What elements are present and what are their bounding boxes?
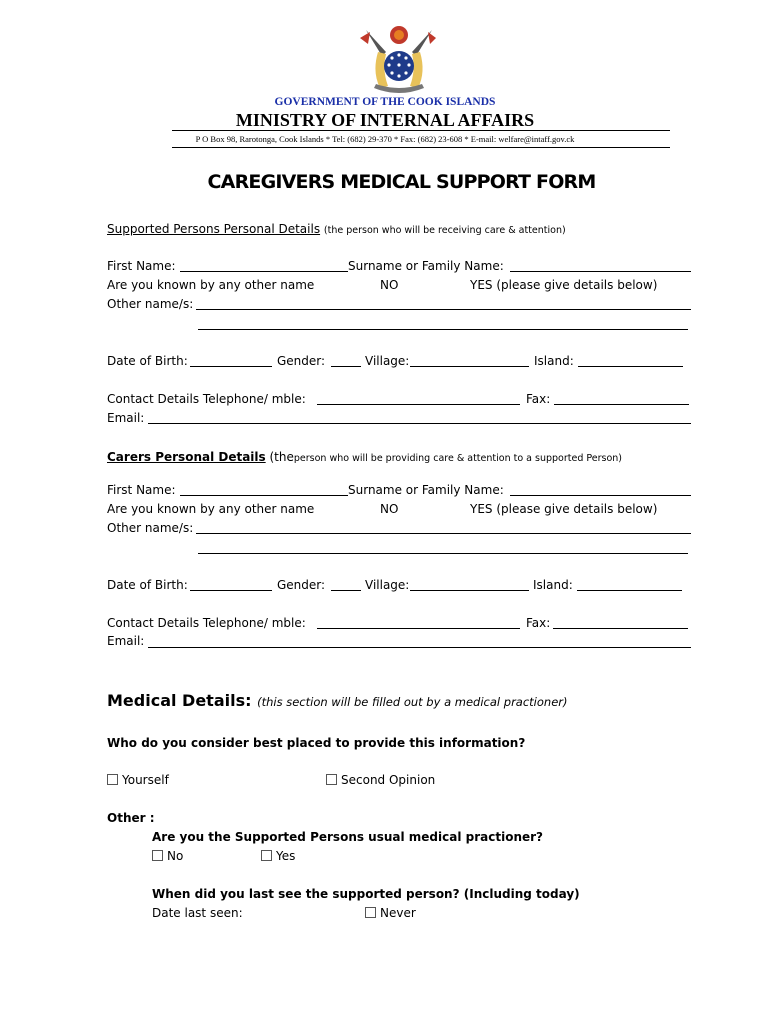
option-yes-label: Yes [276, 849, 296, 863]
carer-email-label: Email: [107, 634, 145, 648]
carer-first-name-label: First Name: [107, 483, 176, 497]
supported-other-names-field-2[interactable] [198, 329, 688, 330]
carer-gender-label: Gender: [277, 578, 326, 592]
option-second-opinion[interactable] [326, 772, 435, 788]
last-seen-question: When did you last see the supported person? (Including today) [152, 887, 580, 901]
carer-other-names-field-2[interactable] [198, 553, 688, 554]
carer-known-as-label: Are you known by any other name [107, 502, 315, 516]
carer-dob-label: Date of Birth: [107, 578, 188, 592]
medical-heading-line [107, 691, 567, 710]
supported-email-field[interactable] [148, 423, 691, 424]
carer-first-name-field[interactable] [180, 495, 348, 496]
supported-surname-label: Surname or Family Name: [348, 259, 504, 273]
usual-practitioner-question: Are you the Supported Persons usual medical practioner? [152, 830, 544, 844]
option-no[interactable] [152, 848, 183, 864]
supported-first-name-field[interactable] [180, 271, 348, 272]
supported-island-label: Island: [534, 354, 574, 368]
medical-question: Who do you consider best placed to provide this information? [107, 736, 526, 750]
carer-heading-line [107, 449, 622, 467]
option-yes[interactable] [261, 848, 295, 864]
cook-islands-coat-of-arms-logo [356, 22, 442, 96]
supported-yes-option[interactable]: YES (please give details below) [470, 278, 658, 292]
carer-fax-field[interactable] [553, 628, 688, 629]
supported-gender-field[interactable] [331, 366, 361, 367]
carer-email-field[interactable] [148, 647, 691, 648]
carer-island-label: Island: [533, 578, 573, 592]
supported-surname-field[interactable] [510, 271, 691, 272]
supported-village-label: Village: [365, 354, 410, 368]
carer-contact-label: Contact Details Telephone/ mble: [107, 616, 306, 630]
ministry-address: P O Box 98, Rarotonga, Cook Islands * Tel: (682) 29-370 * Fax: (682) 23-608 * E-mail: welfare@intaff.gov.ck [195, 134, 575, 144]
carer-dob-field[interactable] [190, 590, 272, 591]
carer-village-field[interactable] [410, 590, 529, 591]
carer-gender-field[interactable] [331, 590, 361, 591]
carer-surname-field[interactable] [510, 495, 691, 496]
option-never-label: Never [380, 906, 416, 920]
carer-surname-label: Surname or Family Name: [348, 483, 504, 497]
supported-known-as-label: Are you known by any other name [107, 278, 315, 292]
government-name: GOVERNMENT OF THE COOK ISLANDS [274, 96, 496, 108]
supported-heading-line [107, 221, 566, 239]
carer-yes-option[interactable]: YES (please give details below) [470, 502, 658, 516]
supported-contact-label: Contact Details Telephone/ mble: [107, 392, 306, 406]
supported-email-label: Email: [107, 411, 145, 425]
carer-no-option[interactable]: NO [380, 502, 399, 516]
medical-heading-note: (this section will be filled out by a medical practioner) [257, 695, 568, 709]
option-yourself-label: Yourself [122, 773, 169, 787]
header-divider-bottom [172, 147, 670, 148]
checkbox-icon[interactable] [107, 774, 118, 785]
option-second-opinion-label: Second Opinion [341, 773, 436, 787]
supported-heading-note: (the person who will be receiving care & attention) [323, 225, 566, 236]
supported-heading: Supported Persons Personal Details [107, 222, 321, 236]
carer-contact-field[interactable] [317, 628, 520, 629]
checkbox-icon[interactable] [152, 850, 163, 861]
medical-heading: Medical Details: [107, 691, 252, 710]
other-label: Other : [107, 811, 155, 825]
supported-first-name-label: First Name: [107, 259, 176, 273]
supported-village-field[interactable] [410, 366, 529, 367]
carer-island-field[interactable] [577, 590, 682, 591]
carer-heading: Carers Personal Details [107, 450, 266, 464]
supported-island-field[interactable] [578, 366, 683, 367]
carer-fax-label: Fax: [526, 616, 551, 630]
option-yourself[interactable] [107, 772, 169, 788]
carer-heading-note: person who will be providing care & attention to a supported Person) [293, 453, 623, 464]
supported-other-names-label: Other name/s: [107, 297, 194, 311]
checkbox-icon[interactable] [365, 907, 376, 918]
option-no-label: No [167, 849, 184, 863]
checkbox-icon[interactable] [261, 850, 272, 861]
carer-other-names-label: Other name/s: [107, 521, 194, 535]
ministry-name: MINISTRY OF INTERNAL AFFAIRS [235, 110, 535, 130]
supported-fax-label: Fax: [526, 392, 551, 406]
carer-village-label: Village: [365, 578, 410, 592]
form-title: CAREGIVERS MEDICAL SUPPORT FORM [207, 171, 596, 193]
supported-other-names-field[interactable] [196, 309, 691, 310]
supported-fax-field[interactable] [554, 404, 689, 405]
supported-gender-label: Gender: [277, 354, 326, 368]
checkbox-icon[interactable] [326, 774, 337, 785]
header-divider-top [172, 130, 670, 131]
option-never[interactable] [365, 905, 416, 921]
supported-contact-field[interactable] [317, 404, 520, 405]
supported-no-option[interactable]: NO [380, 278, 399, 292]
carer-heading-note-the: (the [269, 450, 294, 464]
date-last-seen-label: Date last seen: [152, 906, 243, 920]
supported-dob-field[interactable] [190, 366, 272, 367]
carer-other-names-field[interactable] [196, 533, 691, 534]
supported-dob-label: Date of Birth: [107, 354, 188, 368]
